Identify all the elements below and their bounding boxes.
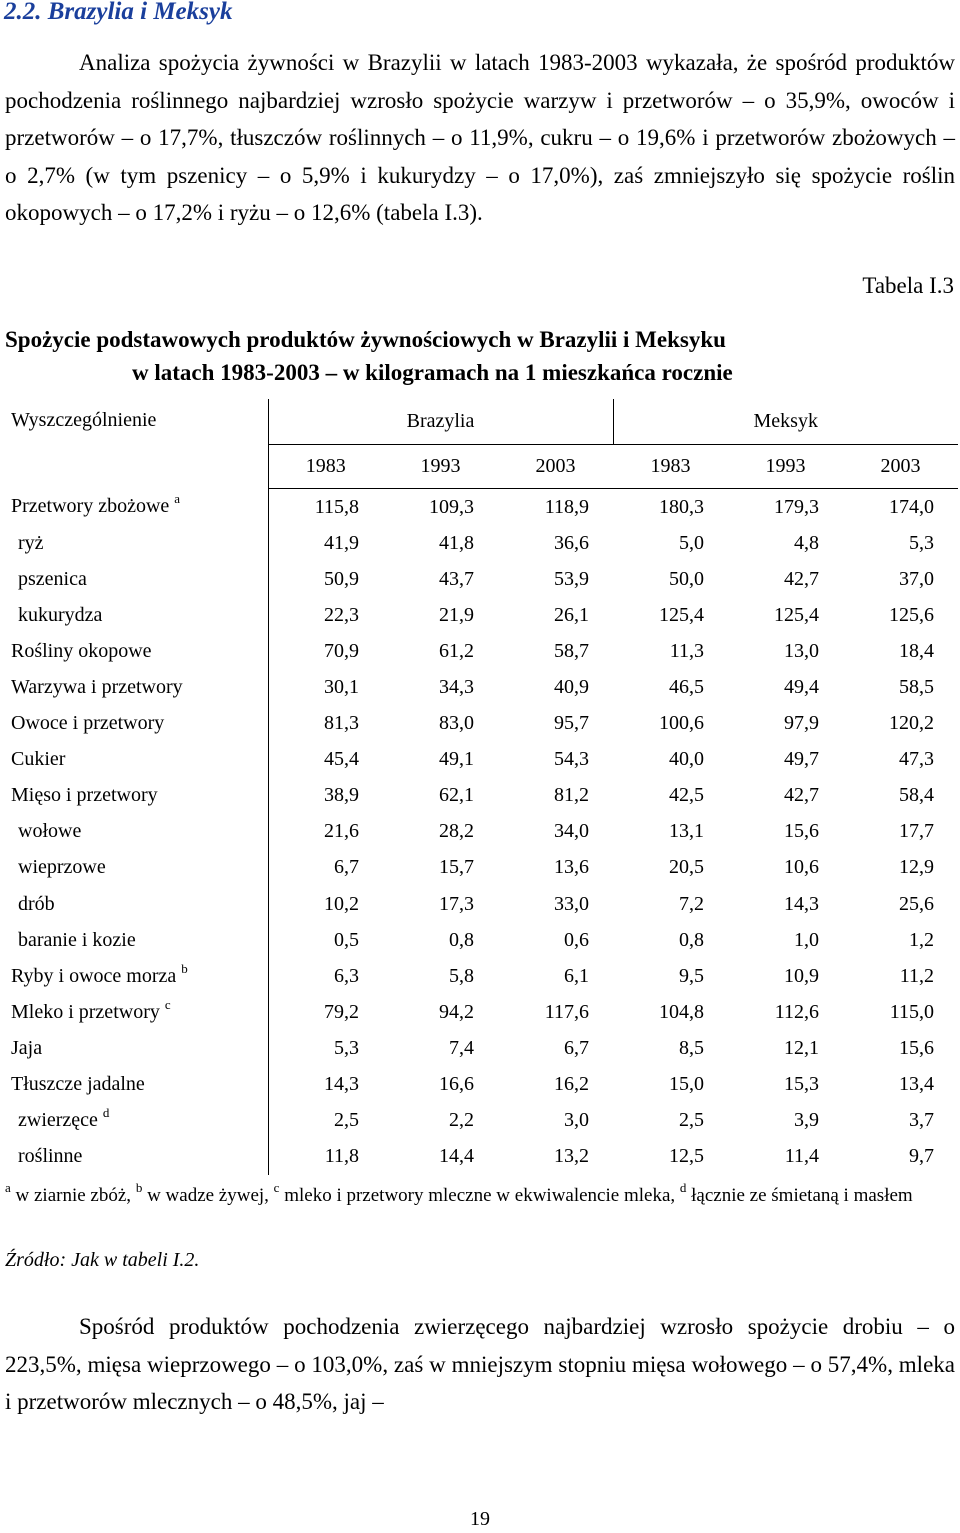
table-cell: 58,5 xyxy=(899,676,934,699)
table-cell: 109,3 xyxy=(429,495,474,518)
row-label xyxy=(4,958,268,994)
table-cell: 120,2 xyxy=(889,712,934,735)
row-label-text: Ryby i owoce morza xyxy=(11,964,177,987)
table-cell: 38,9 xyxy=(324,784,359,807)
table-cell: 17,3 xyxy=(439,892,474,915)
table-row xyxy=(4,489,958,526)
table-cell: 6,3 xyxy=(334,964,359,987)
table-cell: 34,0 xyxy=(554,820,589,843)
table-cell: 180,3 xyxy=(659,495,704,518)
table-cell: 13,6 xyxy=(554,856,589,879)
table-cell: 58,4 xyxy=(899,784,934,807)
row-label-text: drób xyxy=(18,892,55,915)
table-cell: 117,6 xyxy=(544,1000,589,1023)
table-cell: 125,4 xyxy=(659,603,704,626)
table-cell: 83,0 xyxy=(439,712,474,735)
table-cell: 34,3 xyxy=(439,676,474,699)
row-label-text: wołowe xyxy=(18,820,82,843)
table-cell: 104,8 xyxy=(659,1000,704,1023)
year-header: 1993 xyxy=(728,445,843,489)
table-cell: 40,9 xyxy=(554,676,589,699)
table-cell: 14,3 xyxy=(784,892,819,915)
table-cell: 9,7 xyxy=(909,1145,934,1168)
table-row xyxy=(4,994,958,1030)
table-cell: 15,6 xyxy=(784,820,819,843)
row-label-text: baranie i kozie xyxy=(18,928,136,951)
table-cell: 41,8 xyxy=(439,531,474,554)
footnote-mark: d xyxy=(102,1105,110,1121)
table-cell: 54,3 xyxy=(554,748,589,771)
table-row xyxy=(4,1139,958,1175)
row-label-text: Jaja xyxy=(11,1036,43,1059)
table-cell: 3,0 xyxy=(564,1109,589,1132)
table-cell: 43,7 xyxy=(439,567,474,590)
table-cell: 37,0 xyxy=(899,567,934,590)
table-cell: 2,5 xyxy=(679,1109,704,1132)
table-cell: 5,8 xyxy=(449,964,474,987)
table-row xyxy=(4,814,958,850)
row-label-text: kukurydza xyxy=(18,603,103,626)
table-cell: 0,6 xyxy=(564,928,589,951)
row-label-text: zwierzęce xyxy=(18,1109,98,1132)
stub-header: Wyszczególnienie xyxy=(4,399,268,489)
row-label-text: Warzywa i przetwory xyxy=(11,676,183,699)
table-label: Tabela I.3 xyxy=(862,273,954,298)
row-label xyxy=(4,669,268,705)
table-row xyxy=(4,706,958,742)
table-cell: 16,2 xyxy=(554,1073,589,1096)
table-cell: 112,6 xyxy=(774,1000,819,1023)
footnote-text: łącznie ze śmietaną i masłem xyxy=(686,1185,913,1206)
row-label xyxy=(4,597,268,633)
table-cell: 36,6 xyxy=(554,531,589,554)
row-label xyxy=(4,633,268,669)
intro-paragraph-text: Analiza spożycia żywności w Brazylii w latach 1983-2003 wykazała, że spośród produktów pochodzenia roślinnego najbardziej wzrosło spożycie warzyw i przetworów – o 35,9%, owoców i przetworów – o 17,7%, tłuszczów roślinnych – o 11,9%, cukru – o 19,6% i przetworów zbożowych – o 2,7% (w tym pszenicy – o 5,9% i kukurydzy – o 17,0%), zaś zmniejszyło się spożycie roślin okopowych – o 17,2% i ryżu – o 12,6% (tabela I.3). xyxy=(5,50,955,225)
table-cell: 11,8 xyxy=(324,1145,359,1168)
table-cell: 10,6 xyxy=(784,856,819,879)
table-row xyxy=(4,561,958,597)
year-header: 1993 xyxy=(383,445,498,489)
table-body xyxy=(4,489,958,1175)
table-cell: 11,3 xyxy=(669,639,704,662)
table-cell: 10,9 xyxy=(784,964,819,987)
year-header: 1983 xyxy=(268,445,383,489)
row-label xyxy=(4,778,268,814)
footnote xyxy=(5,1180,955,1209)
row-label xyxy=(4,561,268,597)
table-cell: 40,0 xyxy=(669,748,704,771)
year-header: 2003 xyxy=(498,445,613,489)
table-cell: 15,6 xyxy=(899,1036,934,1059)
row-label-text: Tłuszcze jadalne xyxy=(11,1073,145,1096)
table-row xyxy=(4,958,958,994)
table-cell: 94,2 xyxy=(439,1000,474,1023)
table-row xyxy=(4,742,958,778)
table-cell: 42,7 xyxy=(784,784,819,807)
footnote-text: w ziarnie zbóż, xyxy=(10,1185,136,1206)
table-cell: 10,2 xyxy=(324,892,359,915)
table-cell: 5,0 xyxy=(679,531,704,554)
page-number: 19 xyxy=(470,1508,490,1530)
table-cell: 21,9 xyxy=(439,603,474,626)
table-cell: 81,2 xyxy=(554,784,589,807)
source-note: Źródło: Jak w tabeli I.2. xyxy=(5,1249,200,1271)
table-cell: 2,2 xyxy=(449,1109,474,1132)
table-cell: 50,0 xyxy=(669,567,704,590)
table-row xyxy=(4,1067,958,1103)
footnote-mark: c xyxy=(273,1180,280,1195)
table-row xyxy=(4,597,958,633)
table-cell: 100,6 xyxy=(659,712,704,735)
table-cell: 1,0 xyxy=(794,928,819,951)
table-cell: 11,4 xyxy=(784,1145,819,1168)
intro-paragraph xyxy=(5,44,955,232)
footnote-mark: c xyxy=(164,996,171,1012)
row-label xyxy=(4,1067,268,1103)
table-row xyxy=(4,1030,958,1066)
footnote-mark: a xyxy=(174,491,181,507)
table-cell: 30,1 xyxy=(324,676,359,699)
row-label xyxy=(4,1139,268,1175)
table-title xyxy=(5,323,955,389)
table-cell: 115,8 xyxy=(314,495,359,518)
table-cell: 17,7 xyxy=(899,820,934,843)
table-cell: 9,5 xyxy=(679,964,704,987)
table-row xyxy=(4,633,958,669)
table-cell: 14,4 xyxy=(439,1145,474,1168)
table-row xyxy=(4,525,958,561)
table-cell: 5,3 xyxy=(334,1036,359,1059)
table-cell: 49,7 xyxy=(784,748,819,771)
table-cell: 20,5 xyxy=(669,856,704,879)
footnote-text: w wadze żywej, xyxy=(142,1185,274,1206)
table-cell: 0,5 xyxy=(334,928,359,951)
table-cell: 0,8 xyxy=(449,928,474,951)
table-cell: 11,2 xyxy=(899,964,934,987)
table-cell: 6,7 xyxy=(564,1036,589,1059)
table-cell: 28,2 xyxy=(439,820,474,843)
table-cell: 0,8 xyxy=(679,928,704,951)
table-cell: 25,6 xyxy=(899,892,934,915)
table-cell: 18,4 xyxy=(899,639,934,662)
section-heading: 2.2. Brazylia i Meksyk xyxy=(4,0,233,25)
table-title-line1: Spożycie podstawowych produktów żywnościowych w Brazylii i Meksyku xyxy=(5,327,726,352)
table-cell: 61,2 xyxy=(439,639,474,662)
row-label-text: wieprzowe xyxy=(18,856,106,879)
row-label xyxy=(4,525,268,561)
table-cell: 21,6 xyxy=(324,820,359,843)
table-cell: 6,1 xyxy=(564,964,589,987)
table-cell: 13,2 xyxy=(554,1145,589,1168)
table-cell: 12,9 xyxy=(899,856,934,879)
table-cell: 15,3 xyxy=(784,1073,819,1096)
year-header: 2003 xyxy=(843,445,958,489)
table-cell: 12,5 xyxy=(669,1145,704,1168)
table-cell: 13,4 xyxy=(899,1073,934,1096)
table-row xyxy=(4,886,958,922)
table-cell: 2,5 xyxy=(334,1109,359,1132)
table-cell: 70,9 xyxy=(324,639,359,662)
table-cell: 62,1 xyxy=(439,784,474,807)
row-label xyxy=(4,886,268,922)
row-label-text: Rośliny okopowe xyxy=(11,639,152,662)
row-label xyxy=(4,742,268,778)
table-cell: 1,2 xyxy=(909,928,934,951)
table-cell: 16,6 xyxy=(439,1073,474,1096)
table-cell: 42,5 xyxy=(669,784,704,807)
row-label-text: Mięso i przetwory xyxy=(11,784,158,807)
table-cell: 33,0 xyxy=(554,892,589,915)
table-cell: 50,9 xyxy=(324,567,359,590)
table-cell: 45,4 xyxy=(324,748,359,771)
table-cell: 49,1 xyxy=(439,748,474,771)
row-label-text: Owoce i przetwory xyxy=(11,712,165,735)
table-cell: 42,7 xyxy=(784,567,819,590)
table-cell: 14,3 xyxy=(324,1073,359,1096)
table-cell: 7,2 xyxy=(679,892,704,915)
row-label xyxy=(4,994,268,1030)
group-header-meksyk: Meksyk xyxy=(613,399,958,445)
table-cell: 95,7 xyxy=(554,712,589,735)
row-label-text: pszenica xyxy=(18,567,87,590)
table-cell: 47,3 xyxy=(899,748,934,771)
table-cell: 8,5 xyxy=(679,1036,704,1059)
table-cell: 46,5 xyxy=(669,676,704,699)
table-cell: 53,9 xyxy=(554,567,589,590)
row-label-text: Przetwory zbożowe xyxy=(11,495,170,518)
row-label xyxy=(4,489,268,526)
second-paragraph xyxy=(5,1308,955,1421)
group-header-brazylia: Brazylia xyxy=(268,399,613,445)
row-label xyxy=(4,814,268,850)
row-label-text: roślinne xyxy=(18,1145,83,1168)
table-cell: 125,6 xyxy=(889,603,934,626)
table-cell: 58,7 xyxy=(554,639,589,662)
year-header: 1983 xyxy=(613,445,728,489)
row-label-text: Cukier xyxy=(11,748,66,771)
footnote-text: mleko i przetwory mleczne w ekwiwalencie mleka, xyxy=(279,1185,680,1206)
table-cell: 4,8 xyxy=(794,531,819,554)
consumption-table xyxy=(4,399,958,1175)
table-row xyxy=(4,778,958,814)
table-cell: 179,3 xyxy=(774,495,819,518)
table-cell: 79,2 xyxy=(324,1000,359,1023)
table-cell: 6,7 xyxy=(334,856,359,879)
table-title-line2: w latach 1983-2003 – w kilogramach na 1 mieszkańca rocznie xyxy=(132,360,733,385)
row-label xyxy=(4,706,268,742)
table-row xyxy=(4,850,958,886)
table-cell: 115,0 xyxy=(889,1000,934,1023)
table-cell: 26,1 xyxy=(554,603,589,626)
table-cell: 174,0 xyxy=(889,495,934,518)
table-cell: 49,4 xyxy=(784,676,819,699)
footnote-mark: b xyxy=(135,1180,143,1195)
row-label-text: Mleko i przetwory xyxy=(11,1000,160,1023)
footnote-mark: b xyxy=(181,960,188,976)
row-label-text: ryż xyxy=(18,531,44,554)
table-row xyxy=(4,922,958,958)
second-paragraph-text: Spośród produktów pochodzenia zwierzęcego najbardziej wzrosło spożycie drobiu – o 223,5%, mięsa wieprzowego – o 103,0%, zaś w mniejszym stopniu mięsa wołowego – o 57,4%, mleka i przetworów mlecznych – o 48,5%, jaj – xyxy=(5,1314,955,1414)
table-row xyxy=(4,669,958,705)
table-cell: 5,3 xyxy=(909,531,934,554)
table-cell: 41,9 xyxy=(324,531,359,554)
table-cell: 125,4 xyxy=(774,603,819,626)
footnote-mark: a xyxy=(5,1180,11,1195)
table-cell: 13,1 xyxy=(669,820,704,843)
table-cell: 15,0 xyxy=(669,1073,704,1096)
row-label xyxy=(4,922,268,958)
table-cell: 22,3 xyxy=(324,603,359,626)
table-cell: 81,3 xyxy=(324,712,359,735)
table-cell: 3,7 xyxy=(909,1109,934,1132)
footnote-mark: d xyxy=(679,1180,687,1195)
row-label xyxy=(4,1030,268,1066)
table-row xyxy=(4,1103,958,1139)
table-cell: 13,0 xyxy=(784,639,819,662)
table-cell: 118,9 xyxy=(544,495,589,518)
table-cell: 3,9 xyxy=(794,1109,819,1132)
table-cell: 7,4 xyxy=(449,1036,474,1059)
table-cell: 15,7 xyxy=(439,856,474,879)
table-cell: 97,9 xyxy=(784,712,819,735)
row-label xyxy=(4,1103,268,1139)
row-label xyxy=(4,850,268,886)
table-cell: 12,1 xyxy=(784,1036,819,1059)
